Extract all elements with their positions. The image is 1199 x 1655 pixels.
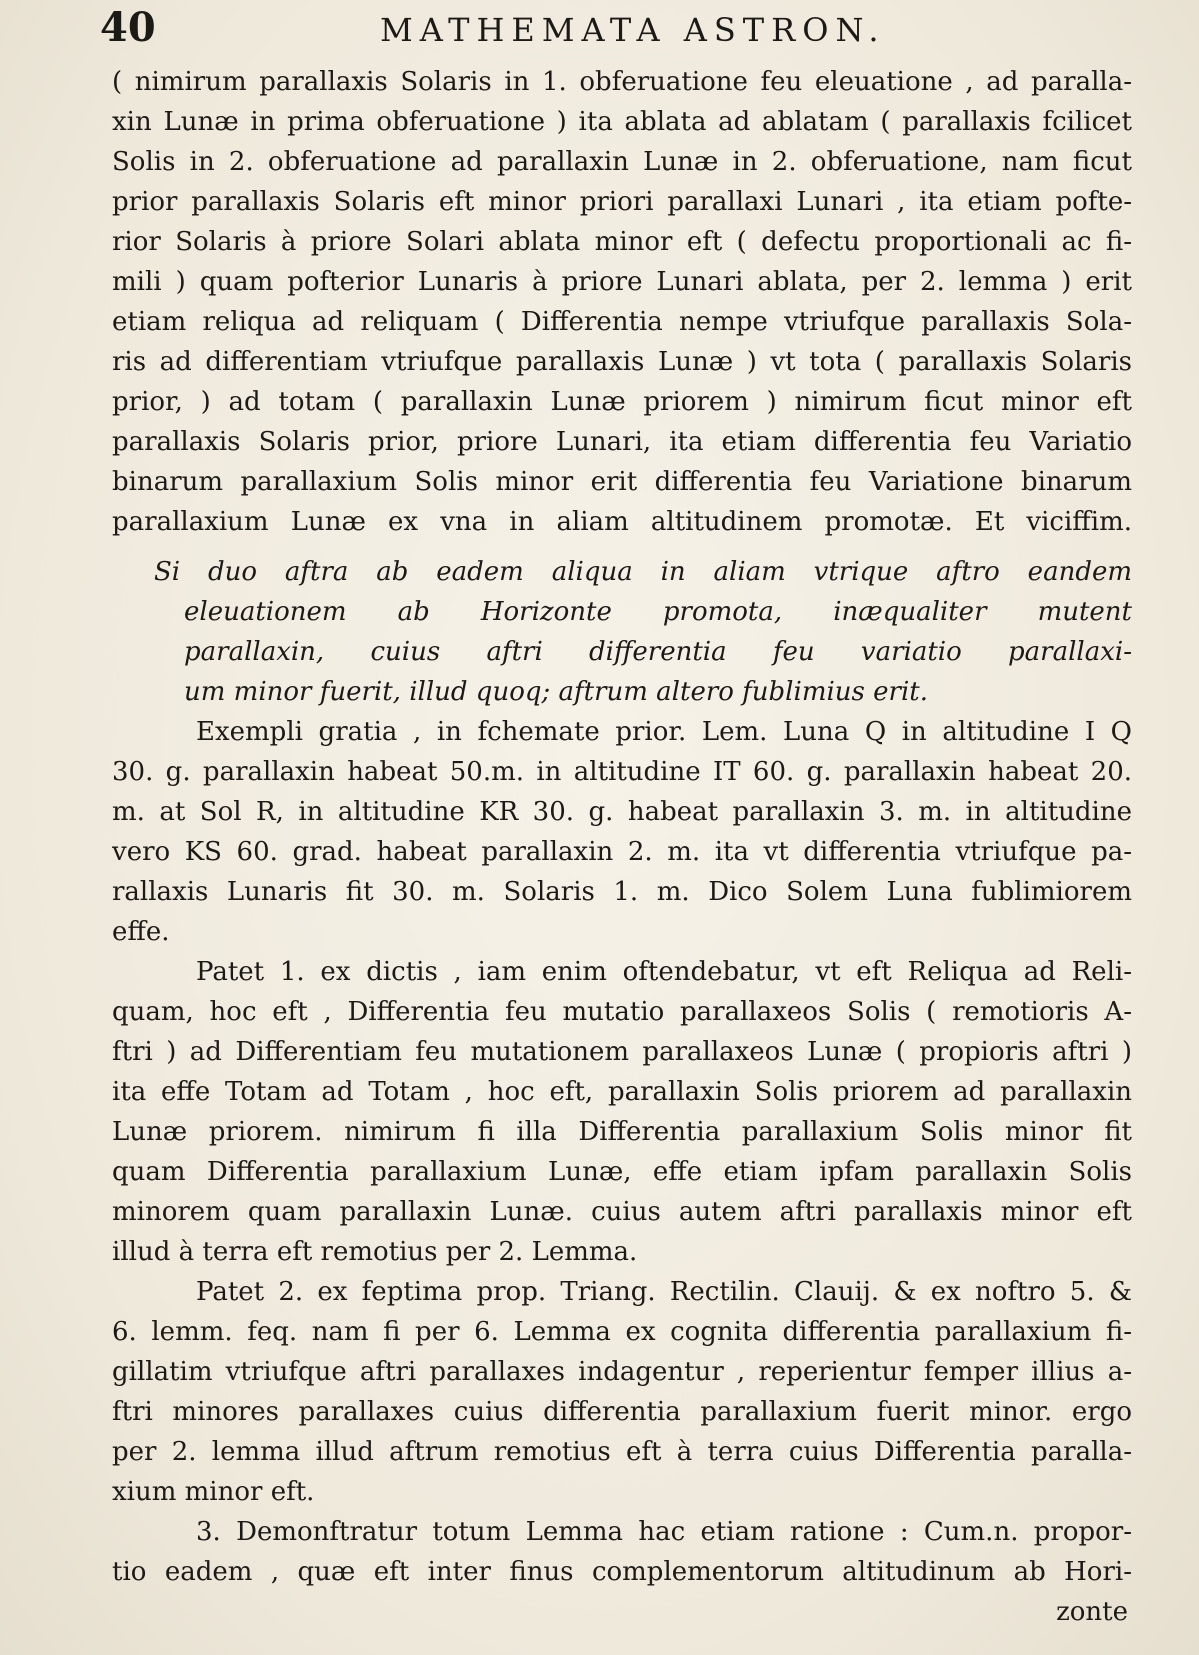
text-line: quam, hoc eft , Differentia feu mutatio parallaxeos Solis ( remotioris A- xyxy=(112,997,1132,1027)
text-line: etiam reliqua ad reliquam ( Differentia nempe vtriufque parallaxis Sola- xyxy=(112,307,1132,337)
running-title: MATHEMATA ASTRON. xyxy=(380,11,886,49)
page-number: 40 xyxy=(100,4,156,51)
text-line: prior, ) ad totam ( parallaxin Lunæ priorem ) nimirum ficut minor eft xyxy=(112,387,1132,417)
text-line: effe. xyxy=(112,917,170,947)
paragraph-2 xyxy=(112,712,1132,952)
text-line: 30. g. parallaxin habeat 50.m. in altitudine IT 60. g. parallaxin habeat 20. xyxy=(112,757,1132,787)
text-line: quam Differentia parallaxium Lunæ, effe etiam ipfam parallaxin Solis xyxy=(112,1157,1132,1187)
proposition-line: Si duo aftra ab eadem aliqua in aliam vtrique aftro eandem xyxy=(154,557,1132,587)
paragraph-3 xyxy=(112,952,1132,1272)
text-line: xin Lunæ in prima obferuatione ) ita ablata ad ablatam ( parallaxis fcilicet xyxy=(112,107,1132,137)
text-line: rallaxis Lunaris fit 30. m. Solaris 1. m. Dico Solem Luna fublimiorem xyxy=(112,877,1132,907)
paragraph-4 xyxy=(112,1272,1132,1512)
text-line: rior Solaris à priore Solari ablata minor eft ( defectu proportionali ac fi- xyxy=(112,227,1132,257)
page-header xyxy=(0,4,1199,51)
text-line: m. at Sol R, in altitudine KR 30. g. habeat parallaxin 3. m. in altitudine xyxy=(112,797,1132,827)
text-line: Patet 1. ex dictis , iam enim oftendebatur, vt eft Reliqua ad Reli- xyxy=(196,957,1132,987)
text-line: parallaxis Solaris prior, priore Lunari, ita etiam differentia feu Variatio xyxy=(112,427,1132,457)
text-line: minorem quam parallaxin Lunæ. cuius autem aftri parallaxis minor eft xyxy=(112,1197,1132,1227)
text-line: 6. lemm. feq. nam fi per 6. Lemma ex cognita differentia parallaxium fi- xyxy=(112,1317,1132,1347)
text-line: ( nimirum parallaxis Solaris in 1. obferuatione feu eleuatione , ad paralla- xyxy=(112,67,1132,97)
text-line: Exempli gratia , in fchemate prior. Lem. Luna Q in altitudine I Q xyxy=(196,717,1132,747)
text-body xyxy=(112,62,1132,1632)
text-line: ftri ) ad Differentiam feu mutationem parallaxeos Lunæ ( propioris aftri ) xyxy=(112,1037,1132,1067)
text-line: ita effe Totam ad Totam , hoc eft, parallaxin Solis priorem ad parallaxin xyxy=(112,1077,1132,1107)
text-line: illud à terra eft remotius per 2. Lemma. xyxy=(112,1237,638,1267)
text-line: ftri minores parallaxes cuius differentia parallaxium fuerit minor. ergo xyxy=(112,1397,1132,1427)
catchword: zonte xyxy=(1056,1597,1128,1627)
paragraph-1 xyxy=(112,62,1132,542)
text-line: Lunæ priorem. nimirum fi illa Differentia parallaxium Solis minor fit xyxy=(112,1117,1132,1147)
text-line: xium minor eft. xyxy=(112,1477,315,1507)
text-line: prior parallaxis Solaris eft minor priori parallaxi Lunari , ita etiam pofte- xyxy=(112,187,1132,217)
text-line: Solis in 2. obferuatione ad parallaxin Lunæ in 2. obferuatione, nam ficut xyxy=(112,147,1132,177)
proposition-line: parallaxin, cuius aftri differentia feu variatio parallaxi- xyxy=(184,637,1132,667)
proposition-line: um minor fuerit, illud quoq; aftrum altero fublimius erit. xyxy=(184,677,928,707)
proposition-statement xyxy=(112,552,1132,712)
text-line: mili ) quam pofterior Lunaris à priore Lunari ablata, per 2. lemma ) erit xyxy=(112,267,1132,297)
paragraph-5 xyxy=(112,1512,1132,1592)
text-line: binarum parallaxium Solis minor erit differentia feu Variatione binarum xyxy=(112,467,1132,497)
text-line: Patet 2. ex feptima prop. Triang. Rectilin. Clauij. & ex noftro 5. & xyxy=(196,1277,1132,1307)
text-line: parallaxium Lunæ ex vna in aliam altitudinem promotæ. Et viciffim. xyxy=(112,507,1132,537)
proposition-line: eleuationem ab Horizonte promota, inæqualiter mutent xyxy=(184,597,1132,627)
text-line: gillatim vtriufque aftri parallaxes indagentur , reperientur femper illius a- xyxy=(112,1357,1132,1387)
text-line: tio eadem , quæ eft inter finus complementorum altitudinum ab Hori- xyxy=(112,1557,1132,1587)
text-line: ris ad differentiam vtriufque parallaxis Lunæ ) vt tota ( parallaxis Solaris xyxy=(112,347,1132,377)
text-line: per 2. lemma illud aftrum remotius eft à terra cuius Differentia paralla- xyxy=(112,1437,1132,1467)
text-line: vero KS 60. grad. habeat parallaxin 2. m. ita vt differentia vtriufque pa- xyxy=(112,837,1132,867)
text-line: 3. Demonftratur totum Lemma hac etiam ratione : Cum.n. propor- xyxy=(196,1517,1132,1547)
